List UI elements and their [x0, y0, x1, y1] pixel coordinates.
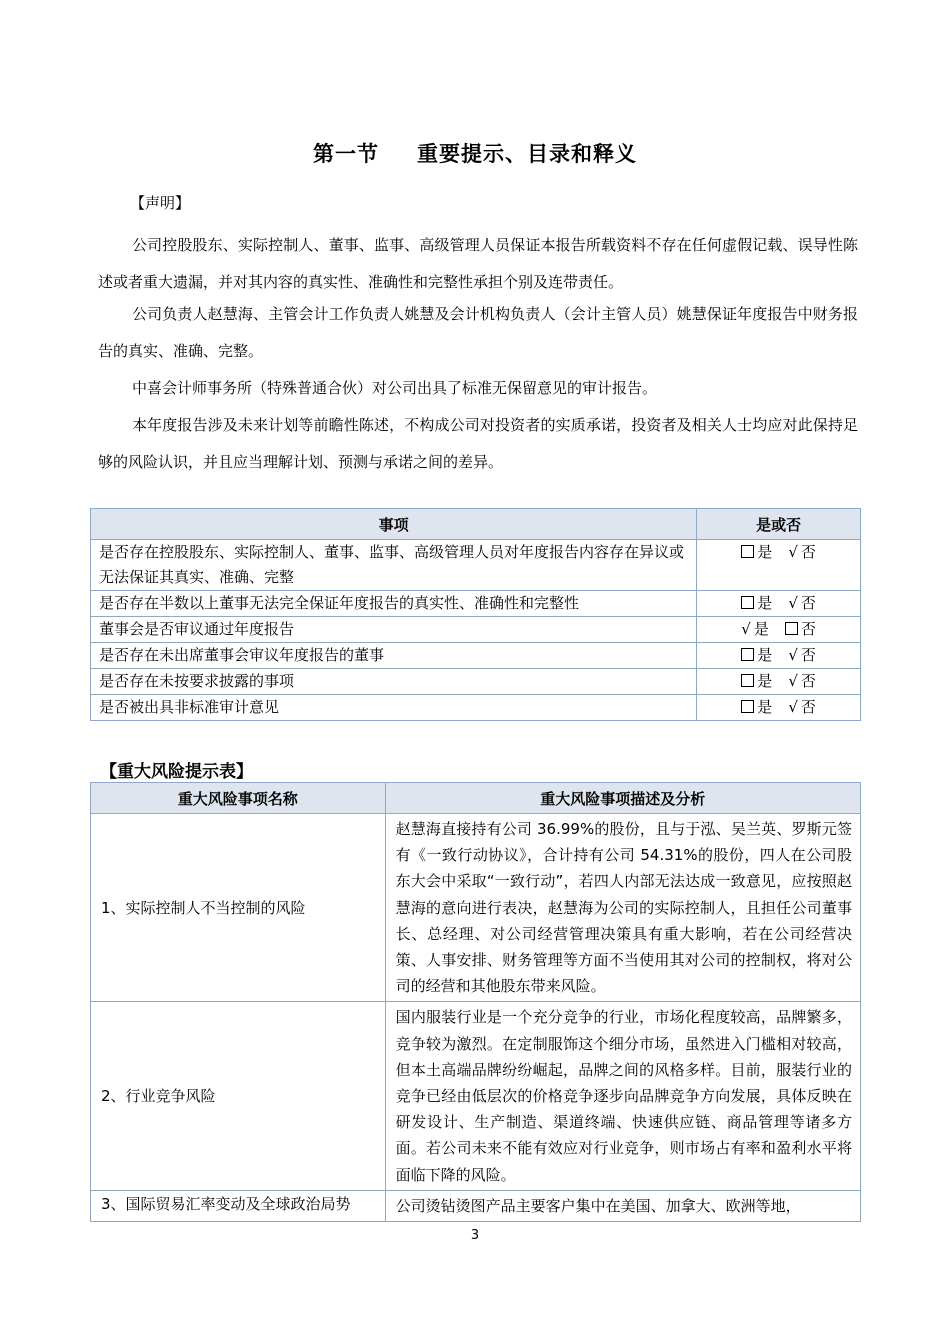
declaration-label: 【声明】	[130, 194, 191, 212]
check-mark-icon: √	[788, 543, 798, 561]
yes-no-cell	[697, 669, 861, 695]
declaration-table	[90, 508, 861, 721]
section-title: 重要提示、目录和释义	[417, 142, 637, 166]
table-header-row	[91, 783, 861, 814]
no-label: 否	[800, 698, 816, 716]
column-header-yes-no: 是或否	[697, 509, 861, 540]
empty-checkbox-icon	[741, 674, 754, 687]
yes-no-cell	[697, 695, 861, 721]
risk-table	[90, 782, 861, 1222]
empty-checkbox-icon	[741, 596, 754, 609]
risk-name-cell: 2、行业竞争风险	[91, 1002, 386, 1190]
yes-label: 是	[757, 646, 773, 664]
risk-name-cell: 3、国际贸易汇率变动及全球政治局势	[91, 1190, 386, 1221]
risk-name-cell: 1、实际控制人不当控制的风险	[91, 814, 386, 1002]
empty-checkbox-icon	[741, 700, 754, 713]
item-cell: 是否存在半数以上董事无法完全保证年度报告的真实性、准确性和完整性	[91, 591, 697, 617]
yes-label: 是	[757, 672, 773, 690]
table-header-row	[91, 509, 861, 540]
yes-no-cell	[697, 617, 861, 643]
paragraph-responsible: 公司负责人赵慧海、主管会计工作负责人姚慧及会计机构负责人（会计主管人员）姚慧保证年度报告中财务报告的真实、准确、完整。	[98, 305, 858, 360]
column-header-risk-name: 重大风险事项名称	[91, 783, 386, 814]
empty-checkbox-icon	[741, 545, 754, 558]
item-cell: 是否存在未出席董事会审议年度报告的董事	[91, 643, 697, 669]
risk-desc-cell: 国内服装行业是一个充分竞争的行业，市场化程度较高，品牌繁多，竞争较为激烈。在定制服饰这个细分市场，虽然进入门槛相对较高，但本土高端品牌纷纷崛起，品牌之间的风格多样。目前，服装行业的竞争已经由低层次的价格竞争逐步向品牌竞争方向发展，具体反映在研发设计、生产制造、渠道终端、快速供应链、商品管理等诸多方面。若公司未来不能有效应对行业竞争，则市场占有率和盈利水平将面临下降的风险。	[385, 1002, 860, 1190]
page-title	[0, 138, 950, 168]
no-label: 否	[800, 620, 816, 638]
paragraph-auditor: 中喜会计师事务所（特殊普通合伙）对公司出具了标准无保留意见的审计报告。	[132, 379, 658, 397]
check-mark-icon: √	[741, 620, 751, 638]
section-number: 第一节	[313, 142, 379, 166]
check-mark-icon: √	[788, 698, 798, 716]
risk-desc-cell: 赵慧海直接持有公司 36.99%的股份，且与于泓、吴兰英、罗斯元签有《一致行动协议》，合计持有公司 54.31%的股份，四人在公司股东大会中采取“一致行动”，若四人内部无法达成一致意见，应按照赵慧海的意向进行表决，赵慧海为公司的实际控制人，且担任公司董事长、总经理、对公司经营管理决策具有重大影响，若在公司经营决策、人事安排、财务管理等方面不当使用其对公司的控制权，将对公司的经营和其他股东带来风险。	[385, 814, 860, 1002]
check-mark-icon: √	[788, 672, 798, 690]
empty-checkbox-icon	[741, 648, 754, 661]
item-cell: 董事会是否审议通过年度报告	[91, 617, 697, 643]
page-number: 3	[470, 1228, 480, 1243]
yes-no-cell	[697, 591, 861, 617]
check-mark-icon: √	[788, 646, 798, 664]
table-row	[91, 1002, 861, 1190]
no-label: 否	[800, 646, 816, 664]
no-label: 否	[800, 543, 816, 561]
yes-no-cell	[697, 643, 861, 669]
table-row	[91, 814, 861, 1002]
yes-label: 是	[753, 620, 769, 638]
no-label: 否	[800, 594, 816, 612]
table-row	[91, 695, 861, 721]
table-row	[91, 669, 861, 695]
risk-table-heading: 【重大风险提示表】	[100, 762, 253, 782]
empty-checkbox-icon	[785, 622, 798, 635]
risk-desc-cell: 公司烫钻烫图产品主要客户集中在美国、加拿大、欧洲等地，	[385, 1190, 860, 1221]
yes-label: 是	[757, 698, 773, 716]
yes-label: 是	[757, 543, 773, 561]
paragraph-guarantee: 公司控股股东、实际控制人、董事、监事、高级管理人员保证本报告所载资料不存在任何虚假记载、误导性陈述或者重大遗漏，并对其内容的真实性、准确性和完整性承担个别及连带责任。	[98, 236, 858, 291]
yes-no-cell	[697, 540, 861, 591]
item-cell: 是否被出具非标准审计意见	[91, 695, 697, 721]
paragraph-forward-looking: 本年度报告涉及未来计划等前瞻性陈述，不构成公司对投资者的实质承诺，投资者及相关人士均应对此保持足够的风险认识，并且应当理解计划、预测与承诺之间的差异。	[98, 416, 858, 471]
yes-label: 是	[757, 594, 773, 612]
item-cell: 是否存在未按要求披露的事项	[91, 669, 697, 695]
table-row	[91, 591, 861, 617]
table-row	[91, 617, 861, 643]
table-row	[91, 540, 861, 591]
column-header-item: 事项	[91, 509, 697, 540]
table-row	[91, 643, 861, 669]
check-mark-icon: √	[788, 594, 798, 612]
item-cell: 是否存在控股股东、实际控制人、董事、监事、高级管理人员对年度报告内容存在异议或无法保证其真实、准确、完整	[91, 540, 697, 591]
column-header-risk-desc: 重大风险事项描述及分析	[385, 783, 860, 814]
table-row	[91, 1190, 861, 1221]
no-label: 否	[800, 672, 816, 690]
